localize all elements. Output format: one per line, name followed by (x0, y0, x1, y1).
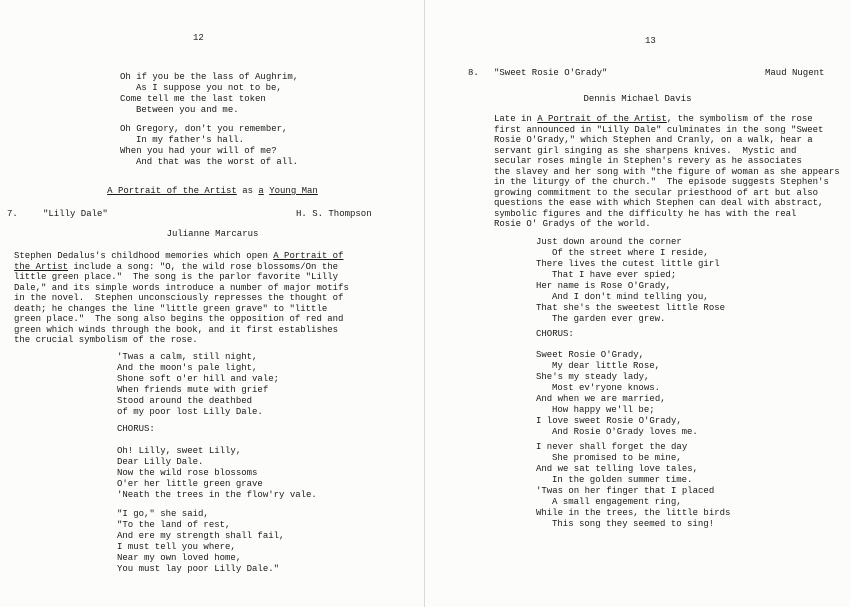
lyric-line: And we sat telling love tales, (536, 464, 699, 474)
paragraph-line: first announced in "Lilly Dale" culminates in the song "Sweet (494, 124, 824, 135)
heading-subtitle: Young Man (269, 186, 318, 196)
verse-line: Come tell me the last token (120, 94, 266, 104)
lyric-line: I must tell you where, (117, 542, 236, 552)
composer: H. S. Thompson (296, 209, 372, 219)
lyric-line: of my poor lost Lilly Dale. (117, 407, 263, 417)
paragraph-line: secular roses mingle in Stephen's revery as he associates (494, 156, 802, 166)
chorus-label: CHORUS: (536, 329, 574, 339)
song-title: "Lilly Dale" (43, 209, 108, 219)
lyric-line: And I don't mind telling you, (552, 292, 709, 302)
line-text: Late in (494, 114, 538, 124)
lyric-line: Stood around the deathbed (117, 396, 253, 406)
paragraph-line: Dale," and its simple words introduce a number of major motifs (14, 282, 349, 293)
lyric-line: And ere my strength shall fail, (117, 531, 285, 541)
lyric-line: A small engagement ring, (552, 497, 682, 507)
line-text: include a song: "O, the wild rose blossoms/On the (68, 261, 339, 272)
lyric-line: "To the land of rest, (117, 520, 231, 530)
lyric-line: That I have ever spied; (552, 270, 677, 280)
chorus-line: Dear Lilly Dale. (117, 457, 204, 467)
book-title: A Portrait of the Artist (537, 114, 667, 124)
lyric-line: This song they seemed to sing! (552, 519, 715, 529)
paragraph-line: symbolic figures and the difficulty he has with the real (494, 208, 797, 219)
author: Julianne Marcarus (166, 229, 259, 239)
paragraph-line: green which winds through the book, and it first establishes (14, 324, 339, 335)
lyric-verse-2 (536, 442, 730, 530)
lyric-line: Shone soft o'er hill and vale; (117, 374, 280, 384)
lyric-line: The garden ever grew. (552, 314, 666, 324)
book-title: the Artist (14, 261, 69, 272)
page-number: 13 (645, 36, 656, 46)
lyric-line: You must lay poor Lilly Dale." (117, 564, 280, 574)
verse-line: And that was the worst of all. (136, 157, 299, 167)
lyric-line: "I go," she said, (117, 509, 209, 519)
lyric-line: And the moon's pale light, (117, 363, 258, 373)
lyric-line: Her name is Rose O'Grady, (536, 281, 672, 291)
lyric-line: Of the street where I reside, (552, 248, 709, 258)
chorus-line: And Rosie O'Grady loves me. (552, 427, 698, 437)
paragraph-line: the slavey and her song with "the figure of woman as she appears (494, 166, 840, 177)
verse-line: As I suppose you not to be, (136, 83, 282, 93)
verse-line: When you had your will of me? (120, 146, 277, 156)
song-title: "Sweet Rosie O'Grady" (494, 68, 608, 78)
chorus-line: O'er her little green grave (117, 479, 263, 489)
chorus (117, 446, 317, 501)
chorus-line: I love sweet Rosie O'Grady, (536, 416, 682, 426)
lyric-line: She promised to be mine, (552, 453, 682, 463)
right-page (425, 0, 850, 607)
paragraph-line: servant girl singing as she sharpens knives. Mystic and (494, 145, 797, 156)
paragraph-line (14, 262, 349, 273)
paragraph-line: in the liturgy of the church." The episode suggests Stephen's (494, 177, 829, 187)
section-heading (0, 186, 425, 196)
line-text: Stephen Dedalus's childhood memories which open (14, 251, 274, 261)
chorus-line: 'Neath the trees in the flow'ry vale. (117, 490, 317, 500)
paragraph-line: death; he changes the line "little green grave" to "little (14, 303, 328, 314)
line-text: , the symbolism of the rose (666, 114, 813, 124)
book-title: A Portrait of (273, 251, 344, 261)
author: Dennis Michael Davis (583, 94, 692, 104)
paragraph-line: little green place." The song is the parlor favorite "Lilly (14, 272, 339, 282)
commentary-paragraph (494, 114, 840, 230)
paragraph-line: Rosie O'Grady," which Stephen and Cranly, on a walk, hear a (494, 135, 813, 145)
heading-connector: as (236, 186, 259, 196)
chorus-line: Most ev'ryone knows. (552, 383, 661, 393)
chorus (536, 350, 698, 438)
lyric-line: That she's the sweetest little Rose (536, 303, 726, 313)
entry-number: 7. (7, 209, 18, 219)
lyric-line: When friends mute with grief (117, 385, 269, 395)
heading-title: A Portrait of the Artist (107, 186, 237, 196)
composer: Maud Nugent (765, 68, 825, 78)
paragraph-line (494, 114, 840, 125)
paragraph-line: in the novel. Stephen unconsciously represses the thought of (14, 293, 344, 303)
top-verse-2 (120, 124, 298, 168)
chorus-line: How happy we'll be; (552, 405, 655, 415)
paragraph-line: questions the ease with which Stephen can deal with abstract, (494, 198, 824, 208)
commentary-paragraph (14, 251, 349, 346)
top-verse-1 (120, 72, 298, 116)
chorus-line: She's my steady lady, (536, 372, 650, 382)
lyric-line: I never shall forget the day (536, 442, 688, 452)
lyric-verse-2 (117, 509, 284, 575)
lyric-line: 'Twas a calm, still night, (117, 352, 258, 362)
paragraph-line (14, 251, 349, 262)
lyric-line: Near my own loved home, (117, 553, 242, 563)
entry-number: 8. (468, 68, 479, 78)
paragraph-line: the crucial symbolism of the rose. (14, 335, 198, 345)
paragraph-line: green place." The song also begins the opposition of red and (14, 314, 344, 324)
chorus-line: Now the wild rose blossoms (117, 468, 258, 478)
verse-line: In my father's hall. (136, 135, 245, 145)
verse-line: Oh if you be the lass of Aughrim, (120, 72, 299, 82)
paragraph-line: growing commitment to the secular priesthood of art but also (494, 187, 819, 198)
chorus-line: Oh! Lilly, sweet Lilly, (117, 446, 242, 456)
lyric-line: Just down around the corner (536, 237, 682, 247)
chorus-label: CHORUS: (117, 424, 155, 434)
chorus-line: Sweet Rosie O'Grady, (536, 350, 645, 360)
chorus-line: And when we are married, (536, 394, 666, 404)
heading-article: a (258, 186, 264, 196)
lyric-line: There lives the cutest little girl (536, 259, 720, 269)
page-number: 12 (193, 33, 204, 43)
verse-line: Oh Gregory, don't you remember, (120, 124, 288, 134)
paragraph-line: Rosie O' Gradys of the world. (494, 219, 651, 229)
lyric-verse-1 (536, 237, 725, 325)
lyric-line: In the golden summer time. (552, 475, 693, 485)
lyric-verse-1 (117, 352, 279, 418)
chorus-line: My dear little Rose, (552, 361, 661, 371)
lyric-line: While in the trees, the little birds (536, 508, 731, 518)
verse-line: Between you and me. (136, 105, 239, 115)
lyric-line: 'Twas on her finger that I placed (536, 486, 715, 496)
